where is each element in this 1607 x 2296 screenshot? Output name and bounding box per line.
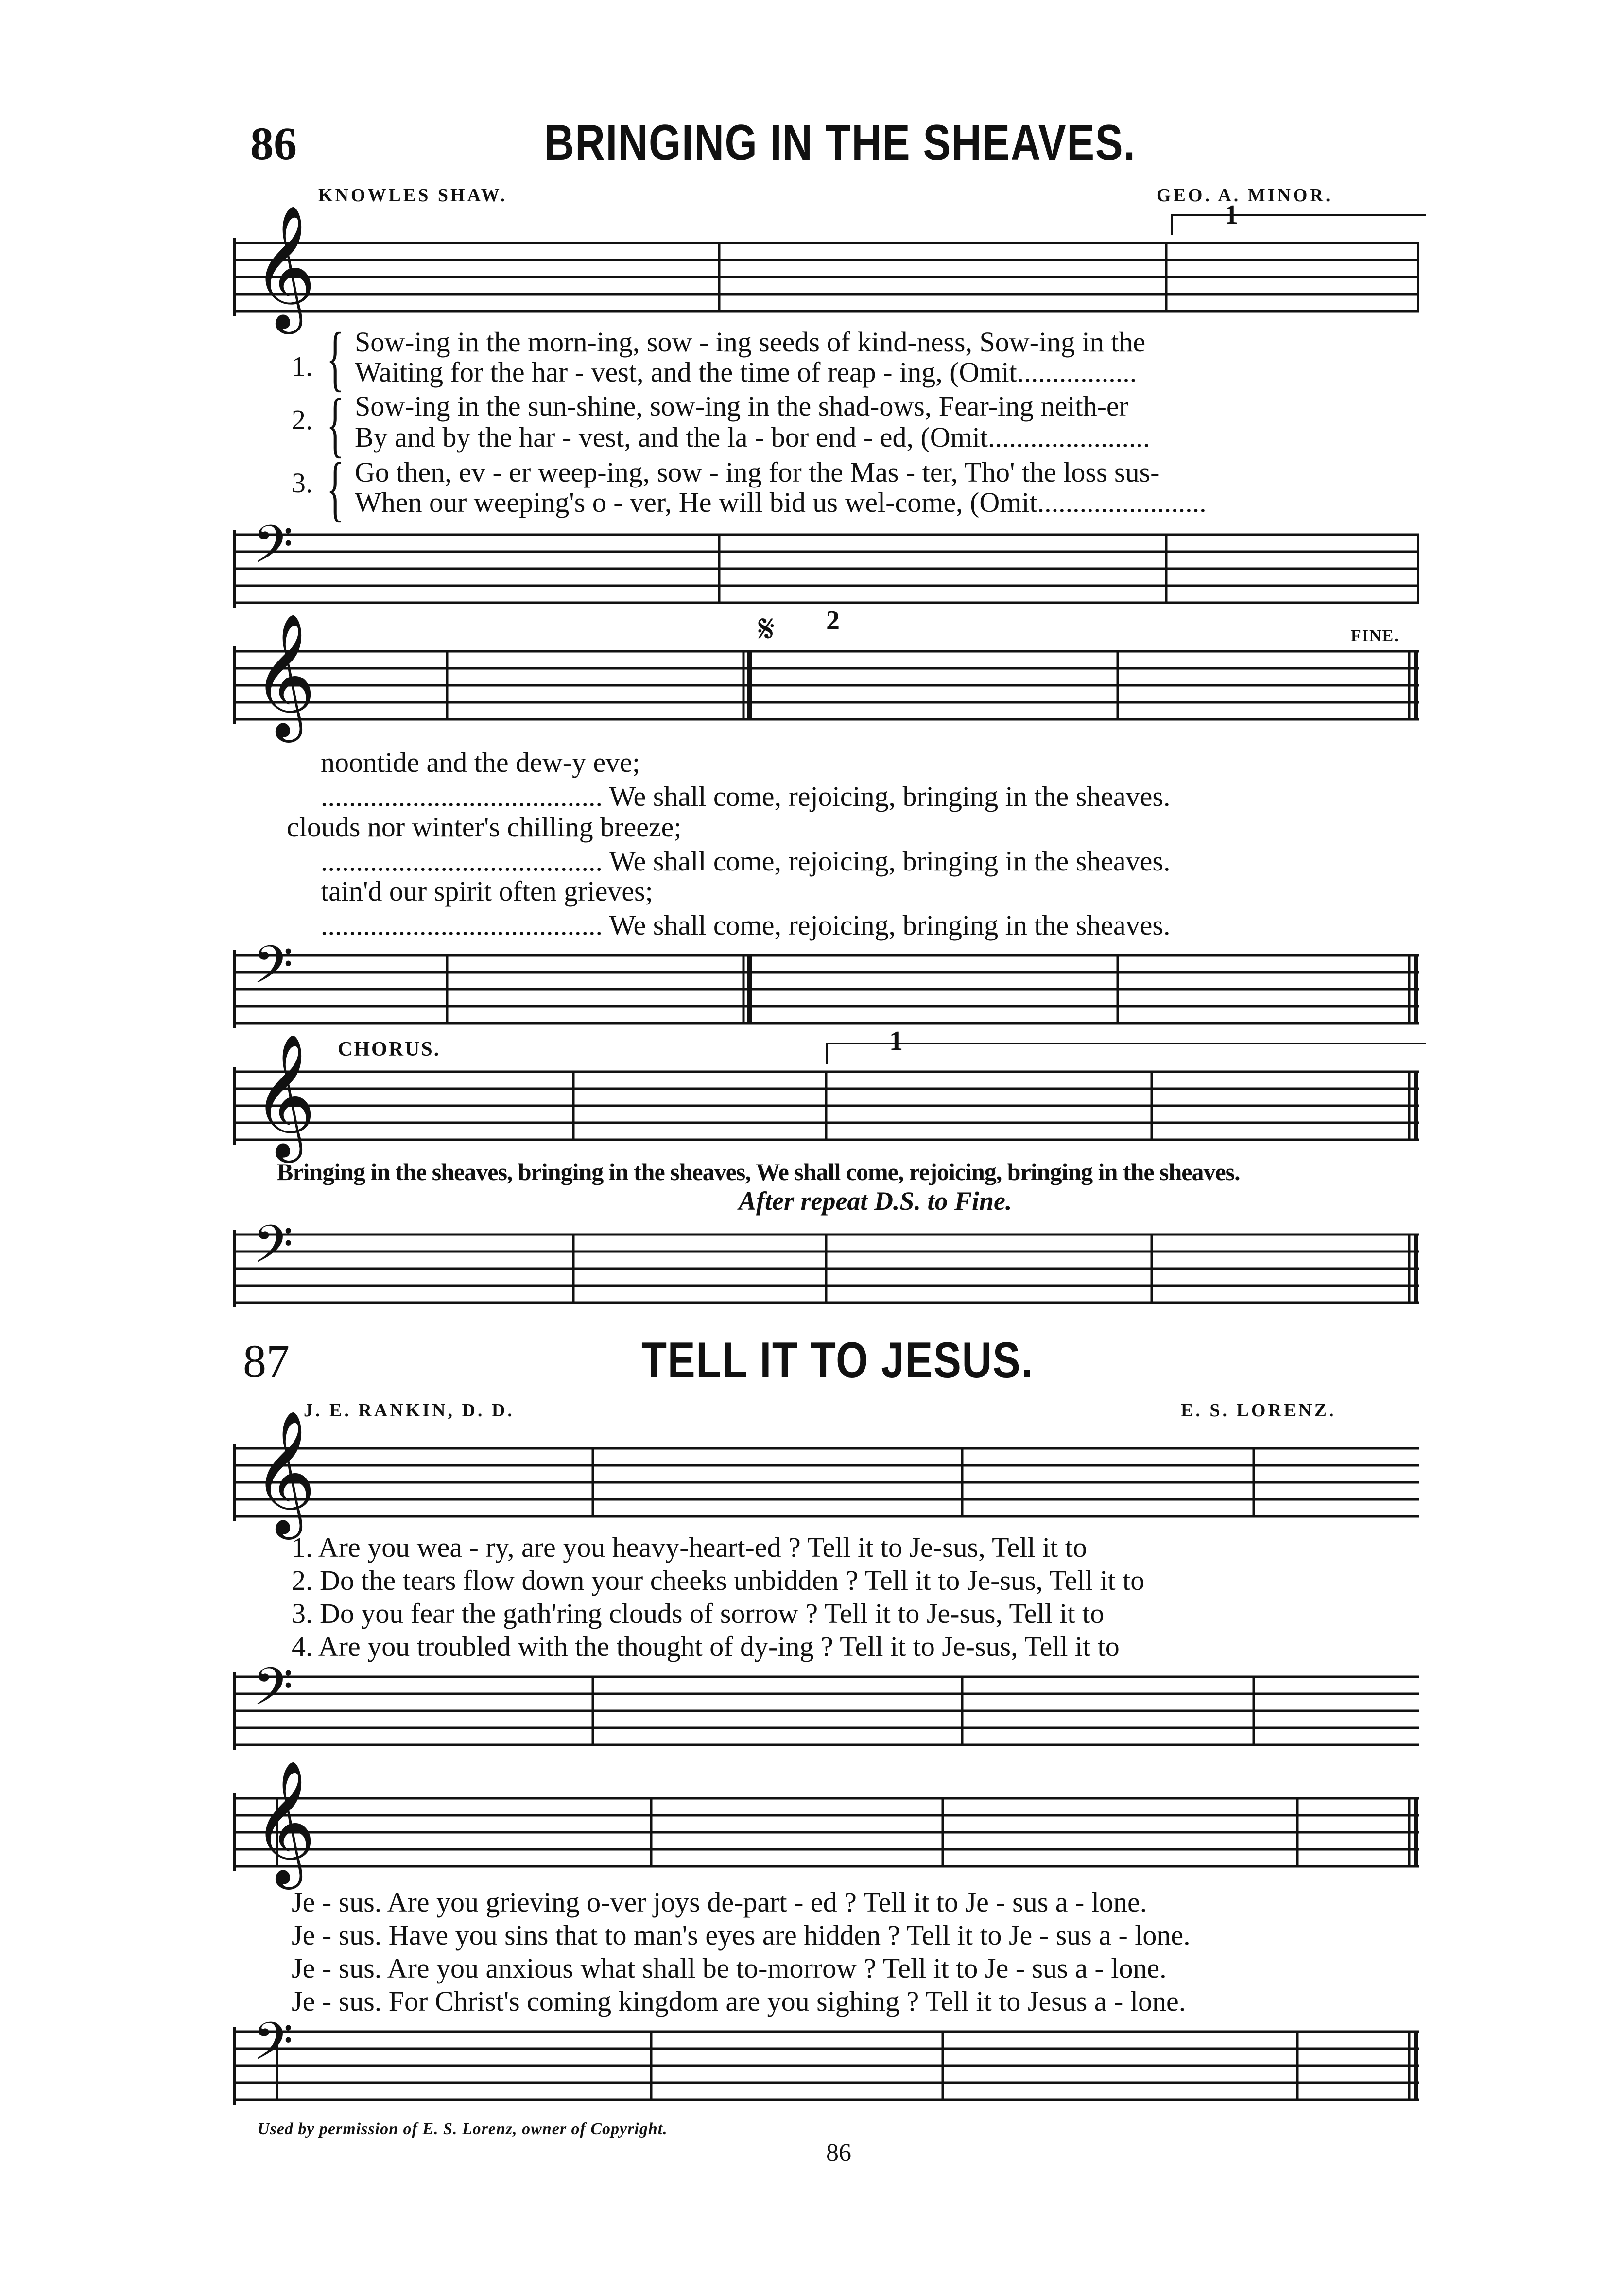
treble-staff [233, 1439, 1419, 1536]
lyric-line: ........................................ We shall come, rejoicing, bringing in the sheaves. [321, 845, 1171, 877]
hymn-87-title: TELL IT TO JESUS. [641, 1332, 1034, 1389]
first-ending-number: 1 [889, 1026, 903, 1056]
lyric-line: 2. Do the tears flow down your cheeks unbidden ? Tell it to Je-sus, Tell it to [292, 1565, 1145, 1596]
lyric-line: ........................................ We shall come, rejoicing, bringing in the sheaves. [321, 909, 1171, 941]
bass-clef-icon: 𝄢 [253, 1217, 294, 1287]
bass-clef-icon: 𝄢 [253, 1659, 294, 1729]
lyric-line: Je - sus. Have you sins that to man's eyes are hidden ? Tell it to Je - sus a - lone. [292, 1919, 1191, 1951]
chorus-label: CHORUS. [338, 1038, 441, 1061]
lyric-line: 4. Are you troubled with the thought of dy-ing ? Tell it to Je-sus, Tell it to [292, 1631, 1120, 1662]
verse-number: 3. [292, 467, 313, 499]
copyright-permission: Used by permission of E. S. Lorenz, owner of Copyright. [258, 2120, 668, 2138]
verse-brace: { [327, 384, 344, 465]
treble-staff [233, 233, 1419, 330]
lyric-line: By and by the har - vest, and the la - bor end - ed, (Omit....................... [355, 421, 1150, 453]
first-ending-number: 1 [1225, 200, 1238, 230]
bass-clef-icon: 𝄢 [253, 2014, 294, 2084]
verse-number: 1. [292, 350, 313, 382]
verse-brace: { [327, 448, 344, 529]
treble-staff [233, 642, 1419, 739]
lyric-line: 1. Are you wea - ry, are you heavy-heart-ed ? Tell it to Je-sus, Tell it to [292, 1531, 1087, 1563]
page-number-86: 86 [250, 118, 297, 170]
hymn-87-number: 87 [243, 1335, 290, 1387]
lyric-line: Je - sus. Are you grieving o-ver joys de-part - ed ? Tell it to Je - sus a - lone. [292, 1886, 1147, 1918]
hymn-86-title: BRINGING IN THE SHEAVES. [544, 115, 1136, 171]
lyric-line: 3. Do you fear the gath'ring clouds of sorrow ? Tell it to Je-sus, Tell it to [292, 1598, 1105, 1629]
segno-icon: 𝄋 [758, 608, 775, 651]
footer-page-number: 86 [826, 2139, 851, 2167]
lyric-line: Waiting for the har - vest, and the time of reap - ing, (Omit................. [355, 356, 1137, 388]
hymn-86-composer: GEO. A. MINOR. [1157, 185, 1333, 206]
bass-clef-icon: 𝄢 [253, 517, 294, 587]
lyric-line: tain'd our spirit often grieves; [321, 875, 653, 907]
first-ending-bracket [826, 1043, 1426, 1064]
bass-staff [233, 2022, 1419, 2119]
lyric-line: Je - sus. Are you anxious what shall be to-morrow ? Tell it to Je - sus a - lone. [292, 1952, 1167, 1984]
chorus-lyric-line: Bringing in the sheaves, bringing in the sheaves, We shall come, rejoicing, bringing in the sheaves. [277, 1158, 1240, 1185]
hymn-87-composer: E. S. LORENZ. [1181, 1400, 1336, 1421]
treble-clef-icon: 𝄞 [253, 1037, 316, 1155]
verse-brace: { [327, 318, 344, 399]
treble-staff [233, 1062, 1419, 1159]
hymn-86-author: KNOWLES SHAW. [318, 185, 507, 206]
lyric-line: When our weeping's o - ver, He will bid us wel-come, (Omit........................ [355, 487, 1207, 518]
verse-number: 2. [292, 404, 313, 435]
lyric-line: Go then, ev - er weep-ing, sow - ing for the Mas - ter, Tho' the loss sus- [355, 456, 1160, 488]
bass-clef-icon: 𝄢 [253, 937, 294, 1007]
treble-clef-icon: 𝄞 [253, 208, 316, 327]
hymn-87-author: J. E. RANKIN, D. D. [304, 1400, 515, 1421]
treble-clef-icon: 𝄞 [253, 1413, 316, 1532]
treble-clef-icon: 𝄞 [253, 1763, 316, 1882]
treble-clef-icon: 𝄞 [253, 616, 316, 735]
after-repeat-instruction: After repeat D.S. to Fine. [739, 1186, 1012, 1216]
first-ending-bracket [1171, 214, 1426, 235]
lyric-line: Sow-ing in the morn-ing, sow - ing seeds of kind-ness, Sow-ing in the [355, 326, 1146, 358]
lyric-line: Je - sus. For Christ's coming kingdom are you sighing ? Tell it to Jesus a - lone. [292, 1985, 1186, 2017]
bass-staff [233, 945, 1419, 1043]
second-ending-number: 2 [826, 606, 840, 636]
bass-staff [233, 1225, 1419, 1322]
lyric-line: clouds nor winter's chilling breeze; [287, 811, 682, 843]
bass-staff [233, 1667, 1419, 1764]
lyric-line: Sow-ing in the sun-shine, sow-ing in the shad-ows, Fear-ing neith-er [355, 390, 1128, 422]
fine-marker: FINE. [1351, 627, 1400, 645]
treble-staff [233, 1789, 1419, 1886]
lyric-line: noontide and the dew-y eve; [321, 747, 640, 778]
lyric-line: ........................................ We shall come, rejoicing, bringing in the sheaves. [321, 781, 1171, 812]
